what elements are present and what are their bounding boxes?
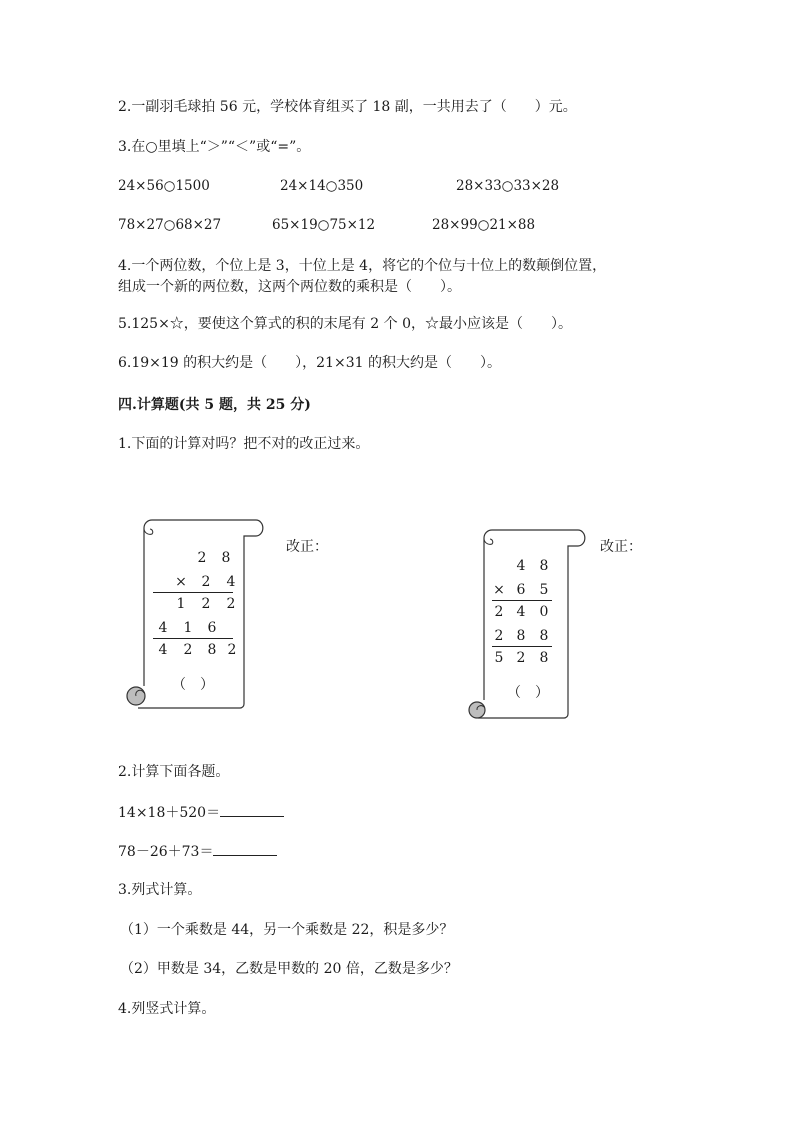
question-2: 2.一副羽毛球拍 56 元，学校体育组买了 18 副，一共用去了（ ）元。 — [118, 99, 577, 115]
judge-paren: （ ） — [172, 677, 214, 693]
calc-2-prompt: 2.计算下面各题。 — [118, 764, 230, 780]
rule-line — [153, 638, 233, 639]
digit: 6 — [207, 620, 217, 636]
answer-blank[interactable] — [220, 802, 284, 817]
rule-line — [492, 646, 552, 647]
calc-3-problem-1: （1）一个乘数是 44，另一个乘数是 22，积是多少？ — [120, 922, 454, 938]
correction-label: 改正： — [286, 539, 328, 555]
calc-1-prompt: 1.下面的计算对吗？把不对的改正过来。 — [118, 436, 370, 452]
digit: 8 — [516, 628, 526, 644]
question-5: 5.125×☆，要使这个算式的积的末尾有 2 个 0，☆最小应该是（ ）。 — [118, 316, 572, 332]
digit: 2 — [494, 628, 504, 644]
digit: 2 — [183, 642, 193, 658]
digit: 8 — [539, 558, 549, 574]
digit: 4 — [158, 642, 168, 658]
digit: 8 — [207, 642, 217, 658]
digit: 2 — [227, 642, 237, 658]
judge-paren: （ ） — [507, 685, 549, 701]
digit: 2 — [516, 650, 526, 666]
digit: 8 — [539, 628, 549, 644]
calc-3-problem-2: （2）甲数是 34，乙数是甲数的 20 倍，乙数是多少？ — [120, 961, 458, 977]
digit: 2 — [494, 604, 504, 620]
digit: 2 — [226, 596, 236, 612]
expression: 78－26＋73＝ — [118, 844, 214, 860]
compare-item: 65×19○75×12 — [272, 217, 376, 233]
section-heading: 四.计算题(共 5 题，共 25 分) — [118, 397, 311, 413]
digit: 8 — [539, 650, 549, 666]
digit: 4 — [516, 604, 526, 620]
question-3-title: 3.在○里填上“＞”“＜”或“=”。 — [118, 139, 311, 155]
times-sign: × — [493, 582, 505, 598]
question-4-line2: 组成一个新的两位数，这两个两位数的乘积是（ ）。 — [118, 279, 461, 295]
digit: 6 — [516, 582, 526, 598]
digit: 2 — [201, 574, 211, 590]
digit: 0 — [539, 604, 549, 620]
compare-item: 28×33○33×28 — [456, 178, 560, 194]
digit: 2 — [197, 550, 207, 566]
digit: 2 — [201, 596, 211, 612]
rule-line — [492, 600, 552, 601]
calc-3-prompt: 3.列式计算。 — [118, 882, 202, 898]
compare-item: 24×56○1500 — [118, 178, 210, 194]
digit: 8 — [221, 550, 231, 566]
digit: 5 — [494, 650, 504, 666]
compare-item: 28×99○21×88 — [432, 217, 536, 233]
answer-blank[interactable] — [213, 841, 277, 856]
digit: 5 — [539, 582, 549, 598]
question-4-line1: 4.一个两位数，个位上是 3，十位上是 4，将它的个位与十位上的数颠倒位置， — [118, 258, 607, 274]
digit: 4 — [226, 574, 236, 590]
correction-label: 改正： — [600, 539, 642, 555]
question-6: 6.19×19 的积大约是（ ），21×31 的积大约是（ ）。 — [118, 355, 501, 371]
compare-item: 78×27○68×27 — [118, 217, 222, 233]
expression: 14×18＋520＝ — [118, 805, 221, 821]
compare-item: 24×14○350 — [280, 178, 364, 194]
digit: 1 — [176, 596, 186, 612]
times-sign: × — [175, 574, 187, 590]
expression-row — [118, 802, 284, 823]
calc-4-prompt: 4.列竖式计算。 — [118, 1001, 216, 1017]
expression-row — [118, 841, 277, 862]
rule-line — [153, 592, 233, 593]
digit: 4 — [158, 620, 168, 636]
digit: 1 — [183, 620, 193, 636]
digit: 4 — [516, 558, 526, 574]
